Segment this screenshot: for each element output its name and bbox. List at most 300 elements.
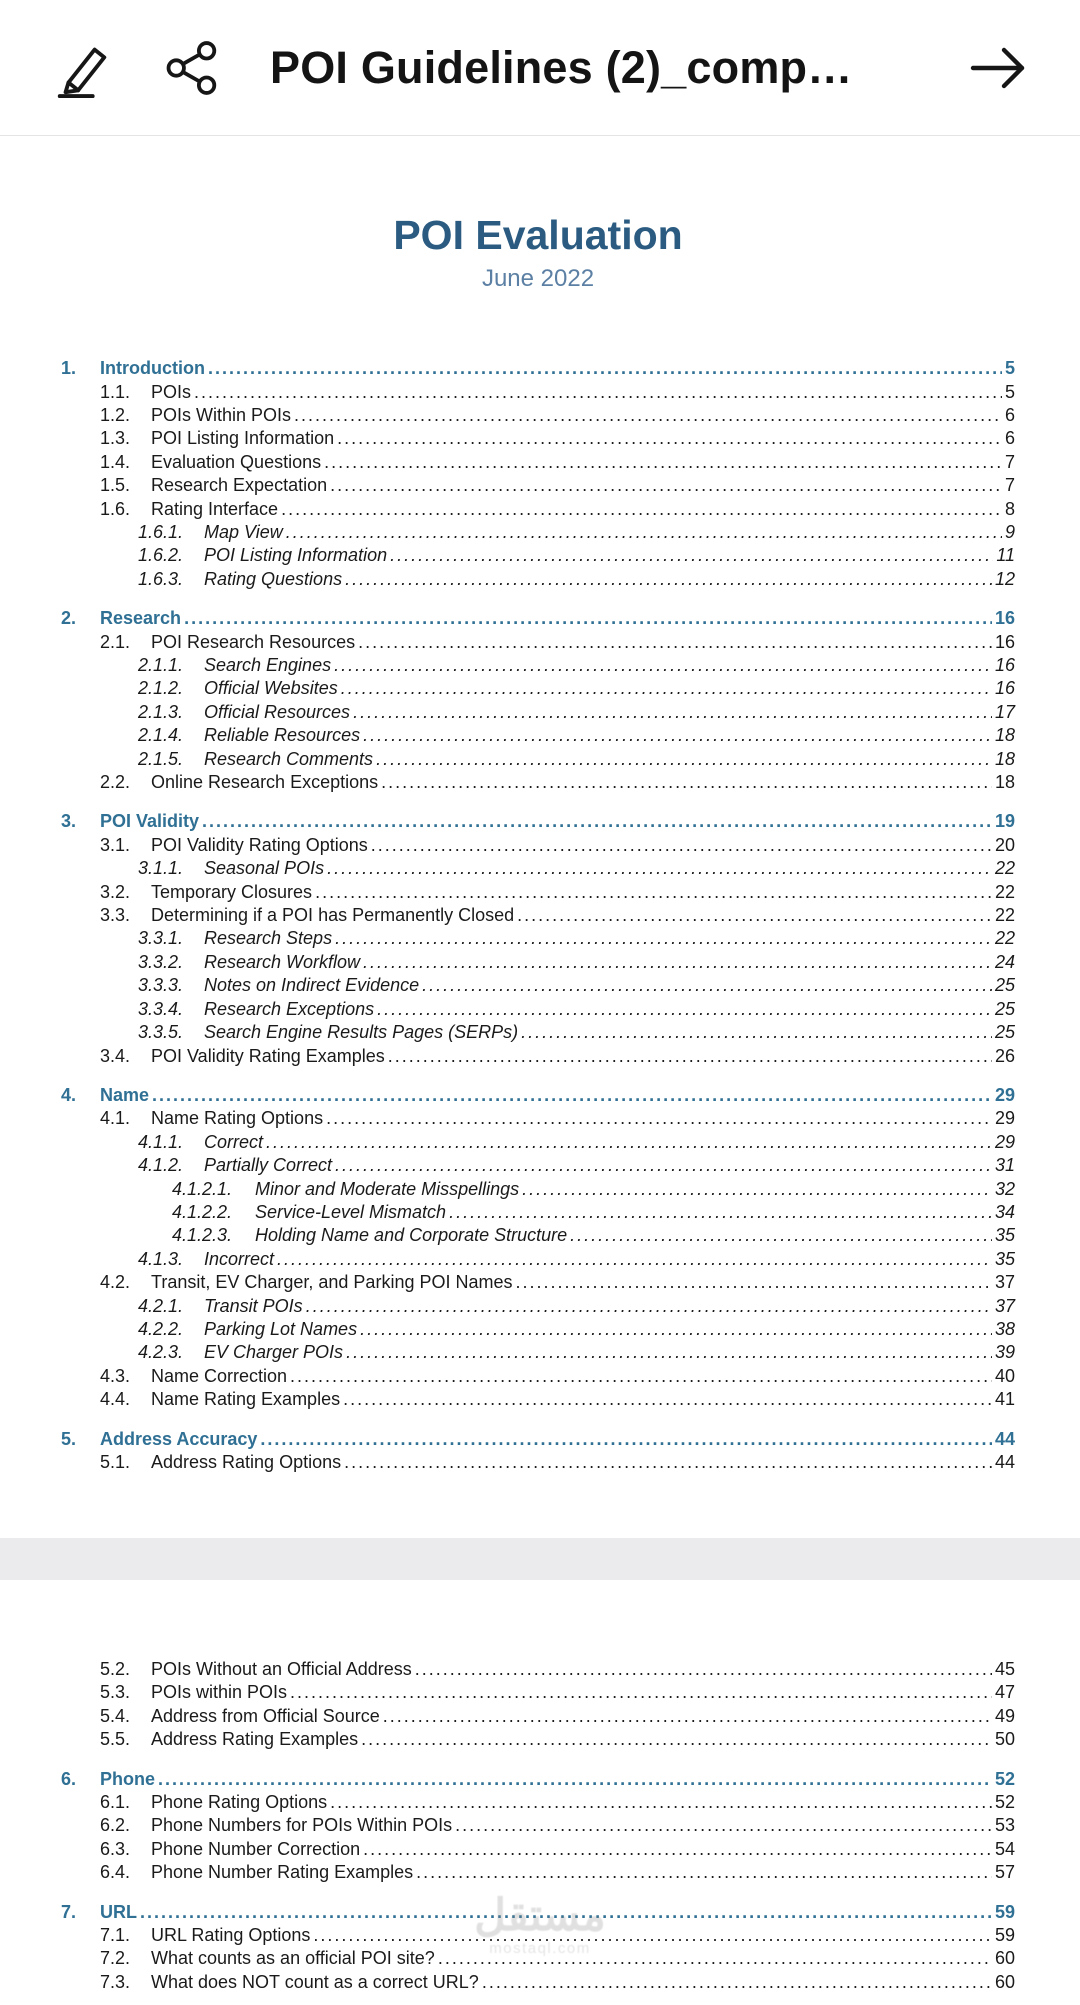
toc-dots-leader: [416, 1861, 992, 1884]
toc-page-number: 54: [994, 1838, 1015, 1859]
toc-entry[interactable]: [61, 974, 1015, 997]
toc-dots-leader: [208, 357, 1002, 380]
toc-label: Evaluation Questions: [151, 451, 322, 472]
toc-page-number: 25: [994, 1022, 1015, 1043]
toc-page-number: 7: [1004, 475, 1015, 496]
toc-dots-leader: [343, 1388, 992, 1411]
toc-dots-leader: [277, 1248, 992, 1271]
toc-number: 1.5.: [100, 475, 131, 496]
toc-page-number: 5: [1004, 358, 1015, 379]
toc-dots-leader: [286, 521, 1002, 544]
toc-page-number: 19: [994, 811, 1015, 832]
toc-dots-leader: [341, 677, 992, 700]
toc-page-number: 22: [994, 881, 1015, 902]
toc-number: 3.3.2.: [138, 951, 184, 972]
toc-label: POI Research Resources: [151, 631, 356, 652]
toc-entry[interactable]: [61, 810, 1015, 833]
toc-number: 6.: [61, 1768, 77, 1789]
toc-label: Research Comments: [204, 748, 374, 769]
toc-label: Research: [100, 608, 182, 629]
watermark-text: مستقل: [474, 1891, 606, 1940]
toc-label: Temporary Closures: [151, 881, 313, 902]
toc-number: 7.: [61, 1901, 77, 1922]
toc-page-number: 11: [996, 545, 1015, 566]
toc-dots-leader: [358, 631, 992, 654]
toc-dots-leader: [337, 427, 1002, 450]
toc-dots-leader: [371, 834, 992, 857]
toc-dots-leader: [266, 1131, 992, 1154]
toc-label: Research Exceptions: [204, 998, 375, 1019]
toc-number: 1.2.: [100, 404, 131, 425]
toc-label: POIs: [151, 381, 192, 402]
toc-number: 4.4.: [100, 1389, 131, 1410]
toc-page-number: 57: [994, 1862, 1015, 1883]
toc-page-number: 26: [994, 1045, 1015, 1066]
toc-label: POI Validity Rating Options: [151, 834, 368, 855]
toc-page-number: 44: [994, 1452, 1015, 1473]
toc-label: Search Engine Results Pages (SERPs): [204, 1022, 519, 1043]
toc-number: 2.1.3.: [138, 701, 184, 722]
toc-label: URL Rating Options: [151, 1925, 311, 1946]
toc-entry[interactable]: [61, 1924, 1015, 1947]
toc-label: Transit, EV Charger, and Parking POI Names: [151, 1272, 513, 1293]
toc-label: Holding Name and Corporate Structure: [255, 1225, 568, 1246]
toc-page-number: 16: [994, 678, 1015, 699]
toc-label: Search Engines: [204, 655, 332, 676]
page-separator: [0, 1538, 1080, 1580]
toc-dots-leader: [363, 951, 992, 974]
toc-label: Official Websites: [204, 678, 338, 699]
toc-dots-leader: [345, 568, 992, 591]
toc-number: 1.6.1.: [138, 521, 184, 542]
toc-entry[interactable]: [61, 1131, 1015, 1154]
toc-dots-leader: [194, 381, 1002, 404]
toc-number: 5.2.: [100, 1659, 131, 1679]
toc-number: 1.6.3.: [138, 568, 184, 589]
toc-entry[interactable]: [61, 1861, 1015, 1884]
toc-page-number: 35: [994, 1225, 1015, 1246]
toc-entry[interactable]: [61, 357, 1015, 380]
toc-entry[interactable]: [61, 1178, 1015, 1201]
document-page-2: [0, 1580, 1080, 2005]
toc-dots-leader: [290, 1681, 992, 1704]
toc-number: 3.3.5.: [138, 1022, 184, 1043]
toc-label: What does NOT count as a correct URL?: [151, 1971, 479, 1992]
toc-dots-leader: [570, 1224, 992, 1247]
toc-dots-leader: [327, 857, 992, 880]
toc-entry[interactable]: [61, 771, 1015, 794]
toc-entry[interactable]: [61, 1658, 1015, 1681]
toc-entry[interactable]: [61, 451, 1015, 474]
share-nodes-icon: [164, 39, 222, 97]
toc-dots-leader: [377, 998, 992, 1021]
toc-number: 5.: [61, 1428, 77, 1449]
toc-page-number: 49: [994, 1705, 1015, 1726]
toc-label: Phone Rating Options: [151, 1792, 328, 1813]
toc-dots-leader: [184, 607, 992, 630]
toc-dots-leader: [388, 1045, 992, 1068]
toc-number: 1.6.2.: [138, 545, 184, 566]
toc-label: Online Research Exceptions: [151, 772, 379, 793]
toc-entry[interactable]: [61, 1971, 1015, 1994]
toc-page-number: 18: [994, 772, 1015, 793]
toc-number: 4.2.3.: [138, 1342, 184, 1363]
doc-subtitle: June 2022: [481, 265, 595, 293]
toc-entry[interactable]: [61, 1947, 1015, 1970]
toc-entry[interactable]: [61, 521, 1015, 544]
toc-page-number: 25: [994, 975, 1015, 996]
toc-entry[interactable]: [61, 1451, 1015, 1474]
toc-number: 5.4.: [100, 1705, 131, 1726]
toc-page-number: 40: [994, 1365, 1015, 1386]
toc-dots-leader: [390, 544, 993, 567]
toc-number: 5.5.: [100, 1729, 131, 1750]
toc-number: 4.1.1.: [138, 1131, 184, 1152]
toc-entry[interactable]: [61, 998, 1015, 1021]
toc-label: Transit POIs: [204, 1295, 303, 1316]
toc-page-number: 6: [1004, 404, 1015, 425]
toc-dots-leader: [202, 810, 992, 833]
toc-entry[interactable]: [61, 834, 1015, 857]
toc-number: 4.1.: [100, 1108, 131, 1129]
toc-page-number: 25: [994, 998, 1015, 1019]
toc-page-number: 18: [994, 748, 1015, 769]
toc-dots-leader: [455, 1814, 992, 1837]
toc-dots-leader: [326, 1107, 992, 1130]
toc-label: Phone Number Correction: [151, 1838, 361, 1859]
toc-entry[interactable]: [61, 927, 1015, 950]
toc-entry[interactable]: [61, 1791, 1015, 1814]
toc-entry[interactable]: [61, 1271, 1015, 1294]
toc-label: Notes on Indirect Evidence: [204, 975, 420, 996]
toc-label: POIs Without an Official Address: [151, 1659, 412, 1679]
toc-dots-leader: [482, 1971, 992, 1994]
toc-page-number: 29: [994, 1084, 1015, 1105]
toc-dots-leader: [306, 1295, 992, 1318]
toc-page-number: 38: [994, 1318, 1015, 1339]
toc-dots-leader: [313, 1924, 992, 1947]
toc-page-number: 6: [1004, 428, 1015, 449]
toc-label: POI Validity: [100, 811, 200, 832]
toc-entry[interactable]: [61, 1901, 1015, 1924]
toc-page-number: 22: [994, 858, 1015, 879]
toc-entry[interactable]: [61, 857, 1015, 880]
toc-entry[interactable]: [61, 1365, 1015, 1388]
toc-label: Research Workflow: [204, 951, 361, 972]
toc-label: Minor and Moderate Misspellings: [255, 1178, 520, 1199]
toc-entry[interactable]: [61, 654, 1015, 677]
toc-entry[interactable]: [61, 904, 1015, 927]
toc-label: Introduction: [100, 358, 205, 379]
arrow-right-icon: [967, 36, 1031, 100]
toc-label: EV Charger POIs: [204, 1342, 344, 1363]
toc-dots-leader: [360, 1318, 992, 1341]
watermark-subtext: mostaql.com: [489, 1940, 591, 1958]
toc-label: Research Steps: [204, 928, 333, 949]
toc-number: 3.1.1.: [138, 858, 184, 879]
edit-button[interactable]: [50, 35, 116, 101]
pencil-icon: [52, 37, 114, 99]
toc-page-number: 17: [994, 701, 1015, 722]
share-button[interactable]: [160, 35, 226, 101]
toc-page-number: 29: [994, 1131, 1015, 1152]
toc-number: 3.2.: [100, 881, 131, 902]
toc-dots-leader: [517, 904, 992, 927]
toc-page-number: 37: [994, 1272, 1015, 1293]
toc-label: Name Rating Options: [151, 1108, 324, 1129]
toc-number: 3.3.: [100, 905, 131, 926]
toc-entry[interactable]: [61, 568, 1015, 591]
toc-label: URL: [100, 1901, 137, 1922]
toc-number: 4.2.2.: [138, 1318, 184, 1339]
toc-entry[interactable]: [61, 1768, 1015, 1791]
toc-dots-leader: [335, 1154, 992, 1177]
toc-label: Official Resources: [204, 701, 351, 722]
toc-number: 1.4.: [100, 451, 131, 472]
toc-dots-leader: [294, 404, 1002, 427]
toc-dots-leader: [330, 1791, 992, 1814]
file-title: POI Guidelines (2)_comp…: [270, 41, 853, 93]
toc-number: 6.3.: [100, 1838, 131, 1859]
toc-entry[interactable]: [61, 1201, 1015, 1224]
toc-number: 3.3.1.: [138, 928, 184, 949]
toc-number: 4.1.2.1.: [172, 1178, 233, 1199]
toc-label: Rating Interface: [151, 498, 279, 519]
toc-label: Reliable Resources: [204, 725, 361, 746]
toc-entry[interactable]: [61, 1428, 1015, 1451]
toc-dots-leader: [334, 654, 992, 677]
toc-dots-leader: [415, 1658, 992, 1681]
toc-label: Partially Correct: [204, 1155, 333, 1176]
toc-number: 2.1.5.: [138, 748, 184, 769]
toc-label: POIs within POIs: [151, 1682, 288, 1703]
toc-entry[interactable]: [61, 1838, 1015, 1861]
toc-label: POI Listing Information: [151, 428, 335, 449]
toc-page-number: 47: [994, 1682, 1015, 1703]
toc-number: 2.1.2.: [138, 678, 184, 699]
toc-label: Address Rating Examples: [151, 1729, 359, 1750]
toc-number: 3.3.4.: [138, 998, 184, 1019]
toc-entry[interactable]: [61, 1107, 1015, 1130]
toc-dots-leader: [353, 701, 992, 724]
toc-label: Determining if a POI has Permanently Closed: [151, 905, 515, 926]
toc-page-number: 39: [994, 1342, 1015, 1363]
toc-entry[interactable]: [61, 881, 1015, 904]
toc-entry[interactable]: [61, 1388, 1015, 1411]
toc-label: Phone: [100, 1768, 156, 1789]
toc-page-number: 20: [994, 834, 1015, 855]
toc-entry[interactable]: [61, 381, 1015, 404]
toc-entry[interactable]: [61, 724, 1015, 747]
toc-dots-leader: [260, 1428, 992, 1451]
toc-page-number: 5: [1004, 381, 1015, 402]
toc-page-number: 24: [994, 951, 1015, 972]
toc-entry[interactable]: [61, 427, 1015, 450]
table-of-contents-continued: [61, 1658, 1015, 1994]
toc-page-number: 52: [994, 1792, 1015, 1813]
toc-dots-leader: [363, 724, 992, 747]
toc-label: What counts as an official POI site?: [151, 1948, 435, 1969]
toc-number: 4.: [61, 1084, 77, 1105]
toc-entry[interactable]: [61, 1318, 1015, 1341]
toc-page-number: 8: [1004, 498, 1015, 519]
toc-number: 3.: [61, 811, 77, 832]
toc-label: Address Accuracy: [100, 1428, 258, 1449]
toc-page-number: 9: [1004, 521, 1015, 542]
toc-number: 2.1.4.: [138, 725, 184, 746]
toc-number: 4.2.1.: [138, 1295, 184, 1316]
toc-label: Rating Questions: [204, 568, 343, 589]
toc-dots-leader: [422, 974, 992, 997]
toc-label: Phone Numbers for POIs Within POIs: [151, 1815, 453, 1836]
toc-number: 5.3.: [100, 1682, 131, 1703]
toc-dots-leader: [363, 1838, 992, 1861]
toc-label: Parking Lot Names: [204, 1318, 358, 1339]
toc-number: 4.1.3.: [138, 1248, 184, 1269]
toc-page-number: 41: [994, 1389, 1015, 1410]
toc-number: 3.1.: [100, 834, 131, 855]
toc-number: 4.1.2.3.: [172, 1225, 233, 1246]
toc-entry[interactable]: [61, 607, 1015, 630]
toc-dots-leader: [330, 474, 1002, 497]
toc-label: POIs Within POIs: [151, 404, 292, 425]
toc-page-number: 29: [994, 1108, 1015, 1129]
toc-label: Incorrect: [204, 1248, 275, 1269]
toc-entry[interactable]: [61, 1045, 1015, 1068]
toc-dots-leader: [344, 1451, 992, 1474]
toc-page-number: 7: [1004, 451, 1015, 472]
toc-page-number: 22: [994, 928, 1015, 949]
toc-dots-leader: [140, 1901, 992, 1924]
toc-entry[interactable]: [61, 1681, 1015, 1704]
toc-label: Research Expectation: [151, 475, 328, 496]
toc-label: Correct: [204, 1131, 264, 1152]
toc-label: Address from Official Source: [151, 1705, 380, 1726]
toc-page-number: 35: [994, 1248, 1015, 1269]
toc-number: 7.1.: [100, 1925, 131, 1946]
toc-number: 1.: [61, 358, 77, 379]
toc-label: Name Rating Examples: [151, 1389, 341, 1410]
toc-label: Service-Level Mismatch: [255, 1201, 447, 1222]
toc-page-number: 16: [994, 655, 1015, 676]
toc-page-number: 59: [994, 1901, 1015, 1922]
toc-page-number: 44: [994, 1428, 1015, 1449]
document-page-1: [0, 136, 1080, 1538]
toc-dots-leader: [383, 1705, 992, 1728]
toc-entry[interactable]: [61, 404, 1015, 427]
toc-number: 4.1.2.: [138, 1155, 184, 1176]
toc-dots-leader: [324, 451, 1002, 474]
toc-number: 3.3.3.: [138, 975, 184, 996]
toc-entry[interactable]: [61, 1154, 1015, 1177]
toc-page-number: 60: [994, 1948, 1015, 1969]
toc-entry[interactable]: [61, 1248, 1015, 1271]
toc-page-number: 50: [994, 1729, 1015, 1750]
toc-page-number: 18: [994, 725, 1015, 746]
toc-number: 1.3.: [100, 428, 131, 449]
toc-number: 2.1.1.: [138, 655, 184, 676]
toc-number: 1.6.: [100, 498, 131, 519]
toc-page-number: 22: [994, 905, 1015, 926]
forward-button[interactable]: [966, 35, 1032, 101]
toc-dots-leader: [381, 771, 992, 794]
toc-entry[interactable]: [61, 701, 1015, 724]
toc-dots-leader: [281, 498, 1002, 521]
toc-page-number: 12: [994, 568, 1015, 589]
table-of-contents: [61, 357, 1015, 1474]
toc-entry[interactable]: [61, 1224, 1015, 1247]
toc-number: 6.1.: [100, 1792, 131, 1813]
toc-entry[interactable]: [61, 1705, 1015, 1728]
toc-label: Seasonal POIs: [204, 858, 325, 879]
toc-entry[interactable]: [61, 1295, 1015, 1318]
toc-entry[interactable]: [61, 1814, 1015, 1837]
toc-number: 3.4.: [100, 1045, 131, 1066]
toc-page-number: 60: [994, 1971, 1015, 1992]
toc-page-number: 16: [994, 608, 1015, 629]
toc-dots-leader: [152, 1084, 992, 1107]
toc-entry[interactable]: [61, 1341, 1015, 1364]
toc-number: 7.2.: [100, 1948, 131, 1969]
toc-dots-leader: [516, 1271, 992, 1294]
toc-number: 1.1.: [100, 381, 131, 402]
toc-entry[interactable]: [61, 631, 1015, 654]
toc-number: 2.: [61, 608, 77, 629]
toc-number: 6.4.: [100, 1862, 131, 1883]
toc-entry[interactable]: [61, 474, 1015, 497]
toc-number: 7.3.: [100, 1971, 131, 1992]
toc-page-number: 34: [994, 1201, 1015, 1222]
toc-page-number: 16: [994, 631, 1015, 652]
toc-label: Address Rating Options: [151, 1452, 342, 1473]
toc-entry[interactable]: [61, 951, 1015, 974]
toc-dots-leader: [335, 927, 992, 950]
document-view: [0, 136, 1080, 2005]
toc-entry[interactable]: [61, 748, 1015, 771]
toc-entry[interactable]: [61, 1084, 1015, 1107]
toc-number: 4.2.: [100, 1272, 131, 1293]
toc-label: POI Validity Rating Examples: [151, 1045, 385, 1066]
toc-dots-leader: [522, 1178, 992, 1201]
toc-entry[interactable]: [61, 1021, 1015, 1044]
toc-dots-leader: [521, 1021, 992, 1044]
toc-page-number: 32: [994, 1178, 1015, 1199]
toc-dots-leader: [361, 1728, 992, 1751]
toc-number: 5.1.: [100, 1452, 131, 1473]
toc-label: POI Listing Information: [204, 545, 388, 566]
toc-entry[interactable]: [61, 544, 1015, 567]
toc-entry[interactable]: [61, 1728, 1015, 1751]
toc-dots-leader: [290, 1365, 992, 1388]
toc-dots-leader: [346, 1341, 992, 1364]
toolbar: [0, 0, 1080, 136]
toc-page-number: 59: [994, 1925, 1015, 1946]
toc-entry[interactable]: [61, 498, 1015, 521]
toc-number: 6.2.: [100, 1815, 131, 1836]
toc-dots-leader: [376, 748, 992, 771]
toc-page-number: 45: [994, 1659, 1015, 1679]
toc-dots-leader: [315, 881, 992, 904]
toc-label: Name Correction: [151, 1365, 288, 1386]
toc-label: Phone Number Rating Examples: [151, 1862, 414, 1883]
toc-dots-leader: [438, 1947, 992, 1970]
toc-page-number: 31: [994, 1155, 1015, 1176]
toc-entry[interactable]: [61, 677, 1015, 700]
toc-label: Name: [100, 1084, 150, 1105]
toc-number: 4.3.: [100, 1365, 131, 1386]
doc-title: POI Evaluation: [393, 212, 683, 258]
toc-page-number: 52: [994, 1768, 1015, 1789]
